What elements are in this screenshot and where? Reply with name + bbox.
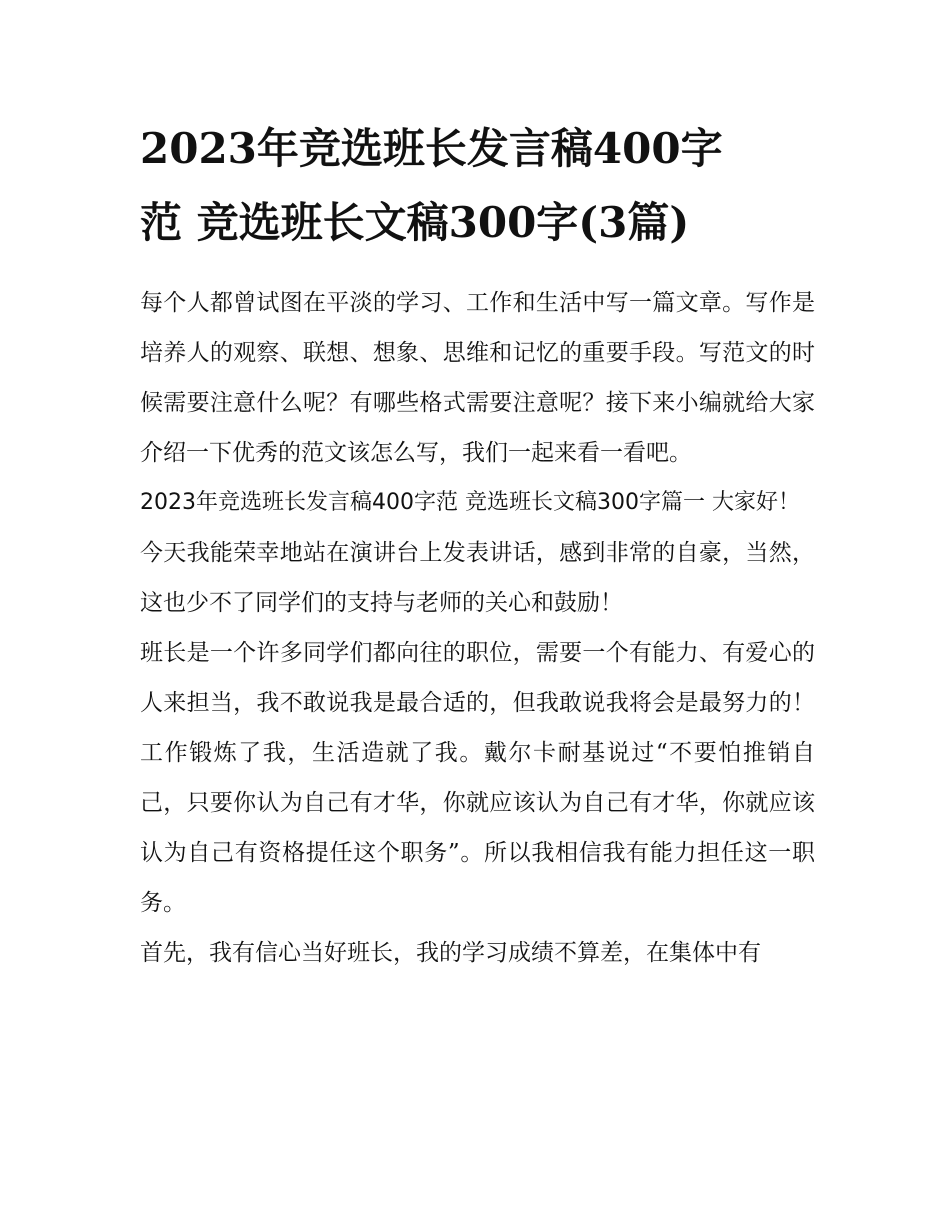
document-page [140,112,815,978]
document-title [140,112,815,260]
intro-paragraph: 每个人都曾试图在平淡的学习、工作和生活中写一篇文章。写作是培养人的观察、联想、想象、思维和记忆的重要手段。写范文的时候需要注意什么呢？有哪些格式需要注意呢？接下来小编就给大家介绍一下优秀的范文该怎么写，我们一起来看一看吧。 [140,290,815,466]
body-paragraph: 今天我能荣幸地站在演讲台上发表讲话，感到非常的自豪，当然，这也少不了同学们的支持与老师的关心和鼓励！ [140,540,815,616]
title-line-1: 2023年竞选班长发言稿400字 [140,124,723,173]
body-paragraph: 班长是一个许多同学们都向往的职位，需要一个有能力、有爱心的人来担当，我不敢说我是最合适的，但我敢说我将会是最努力的！工作锻炼了我，生活造就了我。戴尔卡耐基说过“不要怕推销自己，只要你认为自己有才华，你就应该认为自己有才华，你就应该认为自己有资格提任这个职务”。所以我相信我有能力担任这一职务。 [140,640,815,916]
title-line-2: 范 竞选班长文稿300字(3篇) [140,198,690,247]
section-heading-paragraph: 2023年竞选班长发言稿400字范 竞选班长文稿300字篇一 大家好！ [140,490,800,515]
body-paragraph: 首先，我有信心当好班长，我的学习成绩不算差，在集体中有 [140,940,761,966]
